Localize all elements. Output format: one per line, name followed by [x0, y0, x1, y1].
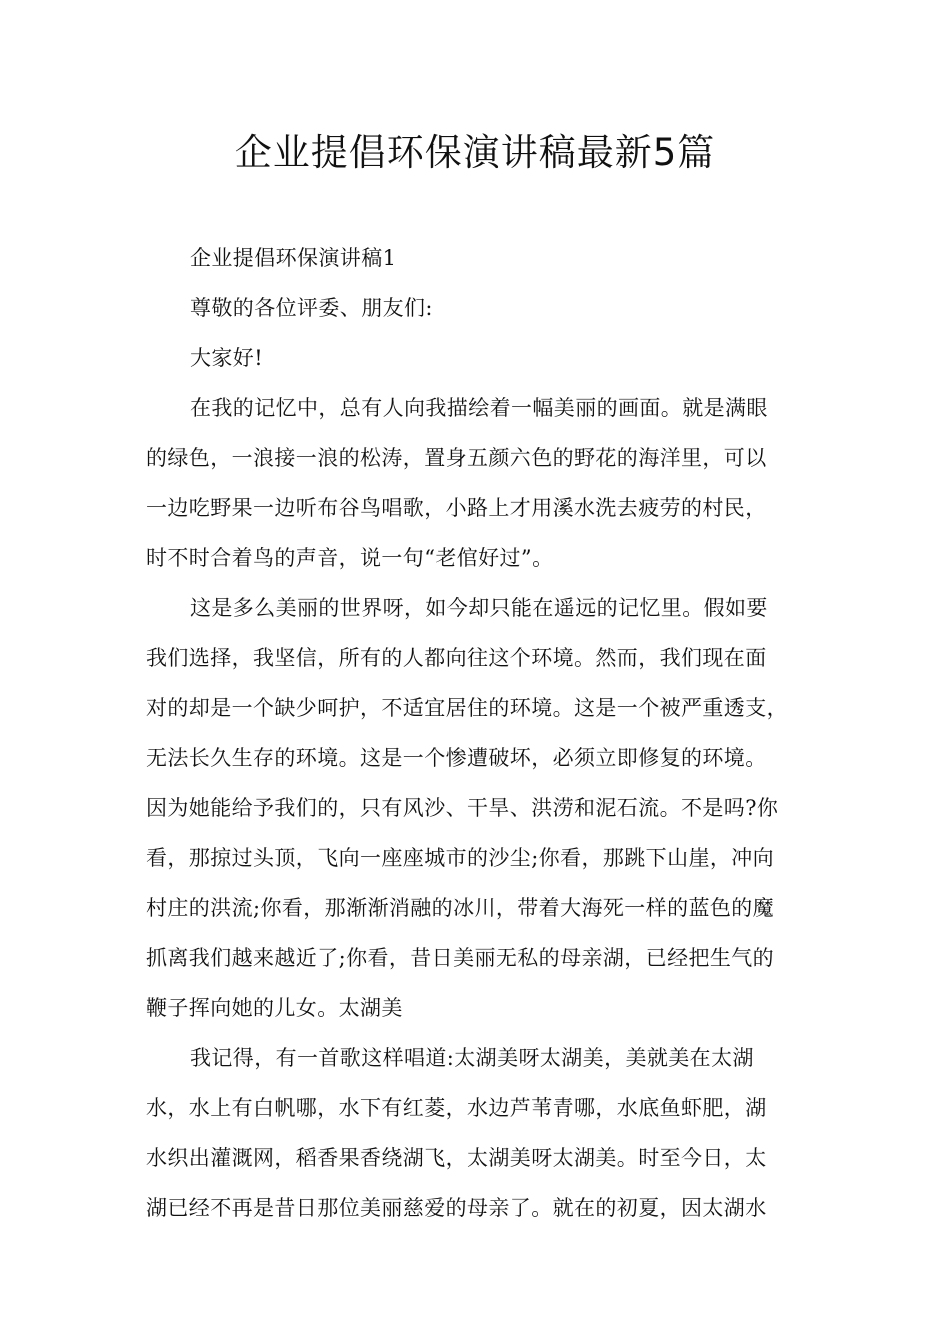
paragraph-line: 时不时合着鸟的声音，说一句“老倌好过”。 [146, 546, 554, 570]
paragraph-line: 一边吃野果一边听布谷鸟唱歌，小路上才用溪水洗去疲劳的村民， [146, 496, 767, 520]
paragraph-line: 看，那掠过头顶，飞向一座座城市的沙尘;你看，那跳下山崖，冲向 [146, 846, 775, 870]
paragraph-line: 湖已经不再是昔日那位美丽慈爱的母亲了。就在的初夏，因太湖水 [146, 1196, 767, 1220]
salutation: 尊敬的各位评委、朋友们: [190, 296, 433, 320]
paragraph-line: 我记得，有一首歌这样唱道:太湖美呀太湖美，美就美在太湖 [190, 1046, 754, 1070]
paragraph-line: 在我的记忆中，总有人向我描绘着一幅美丽的画面。就是满眼 [190, 396, 768, 420]
paragraph-line: 因为她能给予我们的，只有风沙、干旱、洪涝和泥石流。不是吗?你 [146, 796, 779, 820]
paragraph-line: 的绿色，一浪接一浪的松涛，置身五颜六色的野花的海洋里，可以 [146, 446, 767, 470]
paragraph-line: 村庄的洪流;你看，那渐渐消融的冰川，带着大海死一样的蓝色的魔 [146, 896, 775, 920]
paragraph-line: 无法长久生存的环境。这是一个惨遭破坏，必须立即修复的环境。 [146, 746, 767, 770]
paragraph-line: 鞭子挥向她的儿女。太湖美 [146, 996, 403, 1020]
greeting: 大家好! [190, 346, 264, 370]
paragraph-line: 抓离我们越来越近了;你看，昔日美丽无私的母亲湖，已经把生气的 [146, 946, 775, 970]
paragraph-line: 对的却是一个缺少呵护，不适宜居住的环境。这是一个被严重透支， [146, 696, 788, 720]
section-heading: 企业提倡环保演讲稿1 [190, 246, 397, 270]
document-title: 企业提倡环保演讲稿最新5篇 [234, 131, 716, 174]
paragraph-line: 我们选择，我坚信，所有的人都向往这个环境。然而，我们现在面 [146, 646, 767, 670]
paragraph-line: 水，水上有白帆哪，水下有红菱，水边芦苇青哪，水底鱼虾肥，湖 [146, 1096, 767, 1120]
document-body [146, 233, 836, 1233]
paragraph-line: 水织出灌溉网，稻香果香绕湖飞，太湖美呀太湖美。时至今日，太 [146, 1146, 767, 1170]
paragraph-line: 这是多么美丽的世界呀，如今却只能在遥远的记忆里。假如要 [190, 596, 768, 620]
